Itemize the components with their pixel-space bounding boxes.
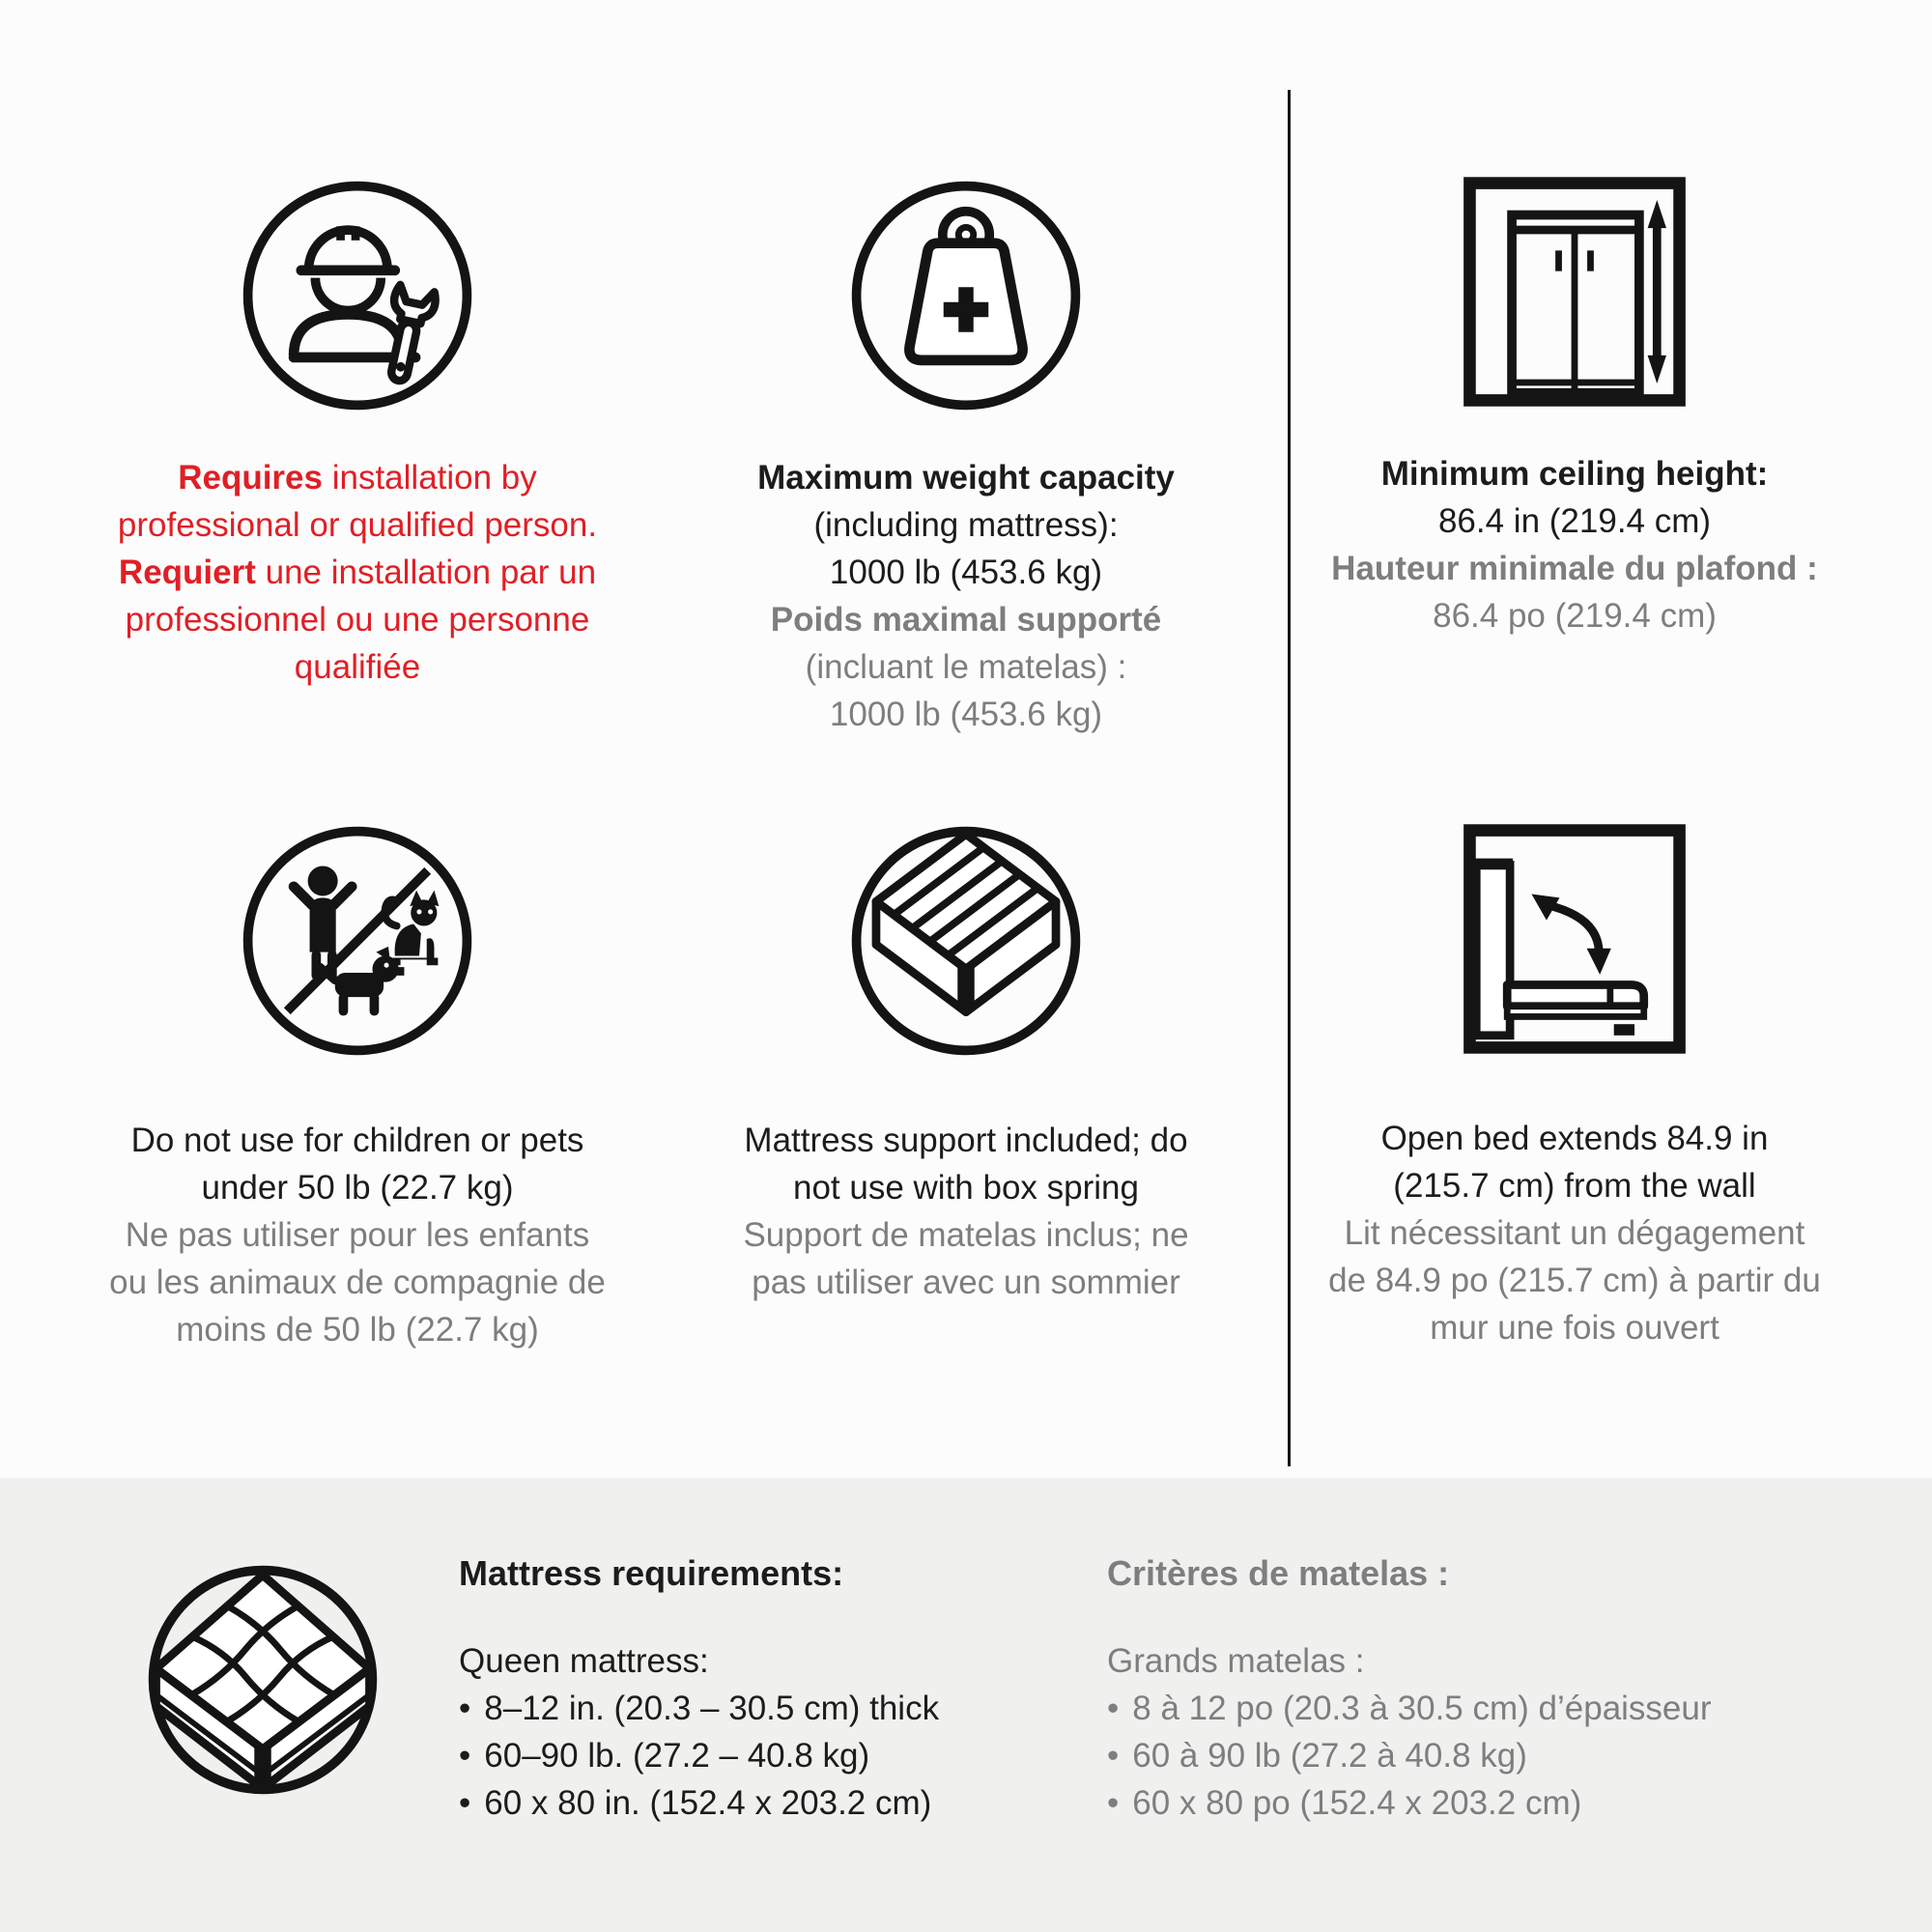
slatted-support-icon [676, 819, 1256, 1063]
mattress-support-text [676, 1117, 1256, 1306]
criteres-matelas-title: Critères de matelas : [1107, 1553, 1450, 1593]
text-line: pas utiliser avec un sommier [752, 1264, 1180, 1301]
installation-text [39, 454, 676, 691]
text-line: professional or qualified person. [117, 506, 598, 544]
text-line: Lit nécessitant un dégagement [1344, 1214, 1805, 1252]
open-bed-icon [1306, 817, 1843, 1061]
open-bed-text [1306, 1115, 1843, 1351]
info-block-mattress-support [676, 819, 1256, 1306]
list-item: • 60 x 80 in. (152.4 x 203.2 cm) [459, 1779, 1077, 1827]
text-line: professionnel ou une personne [125, 601, 590, 639]
installer-icon [39, 174, 676, 417]
text-line: 1000 lb (453.6 kg) [829, 554, 1103, 591]
bullet-icon: • [459, 1737, 471, 1775]
weight-capacity-text [676, 454, 1256, 738]
bullet-icon: • [1107, 1784, 1120, 1822]
info-block-open-bed [1306, 817, 1843, 1351]
text-line: Do not use for children or pets [130, 1122, 584, 1159]
info-block-weight-capacity [676, 174, 1256, 738]
text-line: Requires installation by [178, 459, 537, 497]
queen-mattress-label: Queen mattress: [459, 1642, 709, 1680]
text-line: 86.4 po (219.4 cm) [1433, 597, 1717, 635]
info-block-children-pets [39, 819, 676, 1353]
ceiling-height-icon [1306, 170, 1843, 413]
ceiling-height-text [1306, 450, 1843, 639]
text-line: qualifiée [294, 648, 421, 686]
bullet-icon: • [1107, 1737, 1120, 1775]
mattress-requirements-title: Mattress requirements: [459, 1553, 844, 1593]
text-line: (215.7 cm) from the wall [1393, 1167, 1756, 1205]
grands-matelas-label: Grands matelas : [1107, 1642, 1365, 1680]
text-line: under 50 lb (22.7 kg) [201, 1169, 514, 1207]
list-item: • 60 à 90 lb (27.2 à 40.8 kg) [1107, 1732, 1841, 1779]
text-line: (incluant le matelas) : [805, 648, 1127, 686]
info-block-ceiling-height [1306, 170, 1843, 639]
list-item: • 8 à 12 po (20.3 à 30.5 cm) d’épaisseur [1107, 1685, 1841, 1732]
text-line: Hauteur minimale du plafond : [1331, 550, 1818, 587]
weight-icon [676, 174, 1256, 417]
text-line: Minimum ceiling height: [1380, 455, 1769, 493]
children-pets-text [39, 1117, 676, 1353]
column-divider [1288, 90, 1291, 1466]
text-line: de 84.9 po (215.7 cm) à partir du [1328, 1262, 1821, 1299]
mattress-requirements-fr [1107, 1549, 1841, 1827]
bullet-icon: • [459, 1690, 471, 1727]
mattress-requirements-band [0, 1478, 1932, 1932]
text-line: Requiert une installation par un [118, 554, 597, 591]
list-item: • 8–12 in. (20.3 – 30.5 cm) thick [459, 1685, 1077, 1732]
info-block-installation [39, 174, 676, 691]
list-item: • 60 x 80 po (152.4 x 203.2 cm) [1107, 1779, 1841, 1827]
text-line: 86.4 in (219.4 cm) [1437, 502, 1712, 540]
text-line: Maximum weight capacity [757, 459, 1175, 497]
text-line: Open bed extends 84.9 in [1380, 1120, 1769, 1157]
text-line: Poids maximal supporté [770, 601, 1162, 639]
text-line: Ne pas utiliser pour les enfants [125, 1216, 590, 1254]
bullet-icon: • [1107, 1690, 1120, 1727]
list-item: • 60–90 lb. (27.2 – 40.8 kg) [459, 1732, 1077, 1779]
bullet-icon: • [459, 1784, 471, 1822]
mattress-icon [141, 1558, 384, 1806]
no-children-pets-icon [39, 819, 676, 1063]
text-line: (including mattress): [813, 506, 1119, 544]
text-line: Support de matelas inclus; ne [743, 1216, 1189, 1254]
text-line: ou les animaux de compagnie de [109, 1264, 606, 1301]
text-line: 1000 lb (453.6 kg) [829, 696, 1103, 733]
mattress-requirements-en [459, 1549, 1077, 1827]
text-line: not use with box spring [793, 1169, 1139, 1207]
text-line: mur une fois ouvert [1430, 1309, 1719, 1347]
text-line: Mattress support included; do [744, 1122, 1188, 1159]
text-line: moins de 50 lb (22.7 kg) [176, 1311, 539, 1349]
